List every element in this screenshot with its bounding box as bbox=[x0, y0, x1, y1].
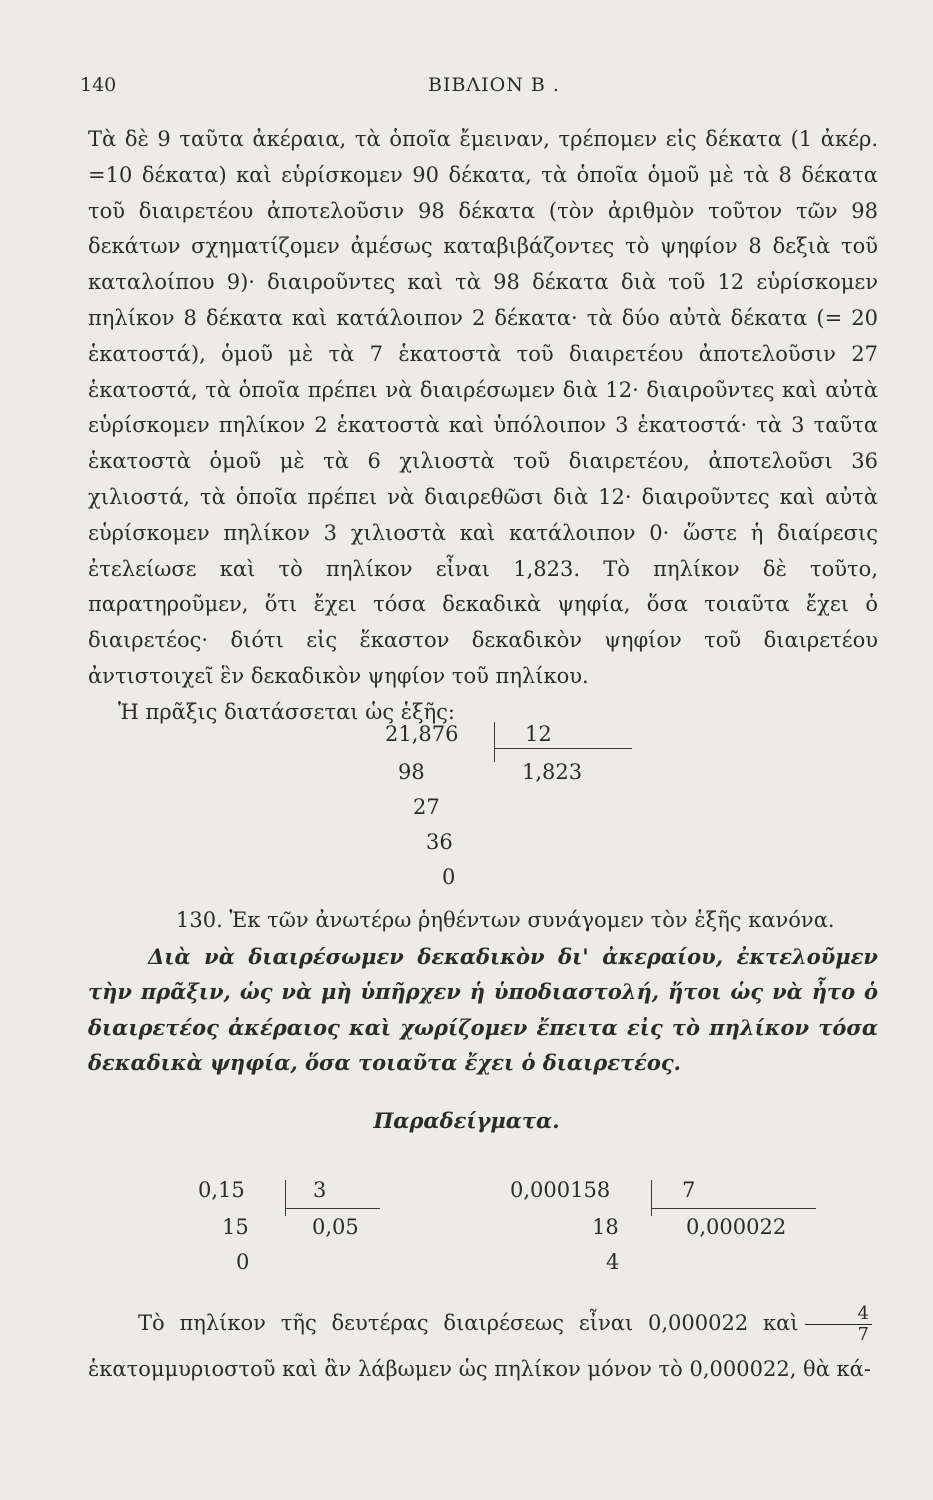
section-heading: 130. Ἐκ τῶν ἀνωτέρω ῥηθέντων συνάγομεν τὸν ἑξῆς κανόνα. bbox=[176, 908, 835, 932]
rule-section bbox=[88, 903, 878, 1081]
division-horizontal-rule bbox=[494, 748, 632, 749]
bottom-paragraph-text bbox=[88, 1300, 878, 1392]
example-1-divisor: 3 bbox=[313, 1178, 327, 1202]
example-2-horizontal-rule bbox=[651, 1208, 816, 1209]
dividend: 21,876 bbox=[385, 722, 459, 746]
example-1-vertical-rule bbox=[285, 1180, 286, 1216]
page-number: 140 bbox=[80, 74, 117, 96]
examples-title: Παραδείγματα. bbox=[373, 1108, 560, 1133]
step-1: 98 bbox=[398, 760, 425, 784]
example-1-dividend: 0,15 bbox=[198, 1178, 245, 1202]
example-2-step-1: 18 bbox=[592, 1215, 619, 1239]
example-1-quotient: 0,05 bbox=[312, 1215, 359, 1239]
fraction-numerator: 4 bbox=[857, 1303, 869, 1324]
bottom-text-before: Τὸ πηλίκον τῆς δευτέρας διαιρέσεως εἶναι 0,000022 καὶ bbox=[138, 1311, 799, 1335]
example-2-divisor: 7 bbox=[682, 1178, 696, 1202]
division-vertical-rule bbox=[494, 722, 495, 762]
division-rule: Διὰ νὰ διαιρέσωμεν δεκαδικὸν δι' ἀκεραίου, ἐκτελοῦμεν τὴν πρᾶξιν, ὡς νὰ μὴ ὑπῆρχεν ἡ ὑποδιαστολή, ἤτοι ὡς νὰ ἦτο ὁ διαιρετέος ἀκέραιος καὶ χωρίζομεν ἔπειτα εἰς τὸ πηλίκον τόσα δεκαδικὰ ψηφία, ὅσα τοιαῦτα ἔχει ὁ διαιρετέος. bbox=[88, 943, 878, 1075]
bottom-text-after: ἑκατομμυριοστοῦ καὶ ἂν λάβωμεν ὡς πηλίκον μόνον τὸ 0,000022, θὰ κά- bbox=[88, 1357, 871, 1381]
example-2-step-2: 4 bbox=[606, 1250, 620, 1274]
step-4: 0 bbox=[442, 865, 456, 889]
example-2-dividend: 0,000158 bbox=[510, 1178, 611, 1202]
example-1-step-1: 15 bbox=[222, 1215, 249, 1239]
running-title: ΒΙΒΛΙΟΝ Β . bbox=[428, 74, 560, 96]
example-2-vertical-rule bbox=[651, 1180, 652, 1216]
step-2: 27 bbox=[413, 795, 440, 819]
main-paragraph bbox=[88, 122, 878, 731]
quotient: 1,823 bbox=[522, 760, 583, 784]
step-3: 36 bbox=[426, 830, 453, 854]
example-1-step-2: 0 bbox=[236, 1250, 250, 1274]
fraction bbox=[805, 1304, 872, 1345]
layout-intro: Ἡ πρᾶξις διατάσσεται ὡς ἑξῆς: bbox=[118, 699, 456, 724]
fraction-denominator: 7 bbox=[805, 1324, 872, 1345]
bottom-paragraph bbox=[88, 1300, 878, 1392]
divisor: 12 bbox=[525, 722, 552, 746]
example-1-horizontal-rule bbox=[285, 1208, 380, 1209]
example-2-quotient: 0,000022 bbox=[686, 1215, 787, 1239]
paragraph-1: Τὰ δὲ 9 ταῦτα ἀκέραια, τὰ ὁποῖα ἔμειναν, τρέπομεν εἰς δέκατα (1 ἀκέρ. =10 δέκατα) καὶ εὑρίσκομεν 90 δέκατα, τὰ ὁποῖα ὁμοῦ μὲ τὰ 8 δέκατα τοῦ διαιρετέου ἀποτελοῦσιν 98 δέκατα (τὸν ἀριθμὸν τοῦτον τῶν 98 δεκάτων σχηματίζομεν ἀμέσως καταβιβάζοντες τὸ ψηφίον 8 δεξιὰ τοῦ καταλοίπου 9)· διαιροῦντες καὶ τὰ 98 δέκατα διὰ τοῦ 12 εὑρίσκομεν πηλίκον 8 δέκατα καὶ κατάλοιπον 2 δέκατα· τὰ δύο αὐτὰ δέκατα (= 20 ἑκατοστά), ὁμοῦ μὲ τὰ 7 ἑκατοστὰ τοῦ διαιρετέου ἀποτελοῦσιν 27 ἑκατοστά, τὰ ὁποῖα πρέπει νὰ διαιρέσωμεν διὰ 12· διαιροῦντες καὶ αὐτὰ εὑρίσκομεν πηλίκον 2 ἑκατοστὰ καὶ ὑπόλοιπον 3 ἑκατοστά· τὰ 3 ταῦτα ἑκατοστὰ ὁμοῦ μὲ τὰ 6 χιλιοστὰ τοῦ διαιρετέου, ἀποτελοῦσι 36 χιλιοστά, τὰ ὁποῖα πρέπει νὰ διαιρεθῶσι διὰ 12· διαιροῦντες καὶ αὐτὰ εὑρίσκομεν πηλίκον 3 χιλιοστὰ καὶ κατάλοιπον 0· ὥστε ἡ διαίρεσις ἐτελείωσε καὶ τὸ πηλίκον εἶναι 1,823. Τὸ πηλίκον δὲ τοῦτο, παρατηροῦμεν, ὅτι ἔχει τόσα δεκαδικὰ ψηφία, ὅσα τοιαῦτα ἔχει ὁ διαιρετέος· διότι εἰς ἕκαστον δεκαδικὸν ψηφίον τοῦ διαιρετέου ἀντιστοιχεῖ ἓν δεκαδικὸν ψηφίον τοῦ πηλίκου. bbox=[88, 127, 878, 688]
page-header bbox=[80, 74, 853, 104]
